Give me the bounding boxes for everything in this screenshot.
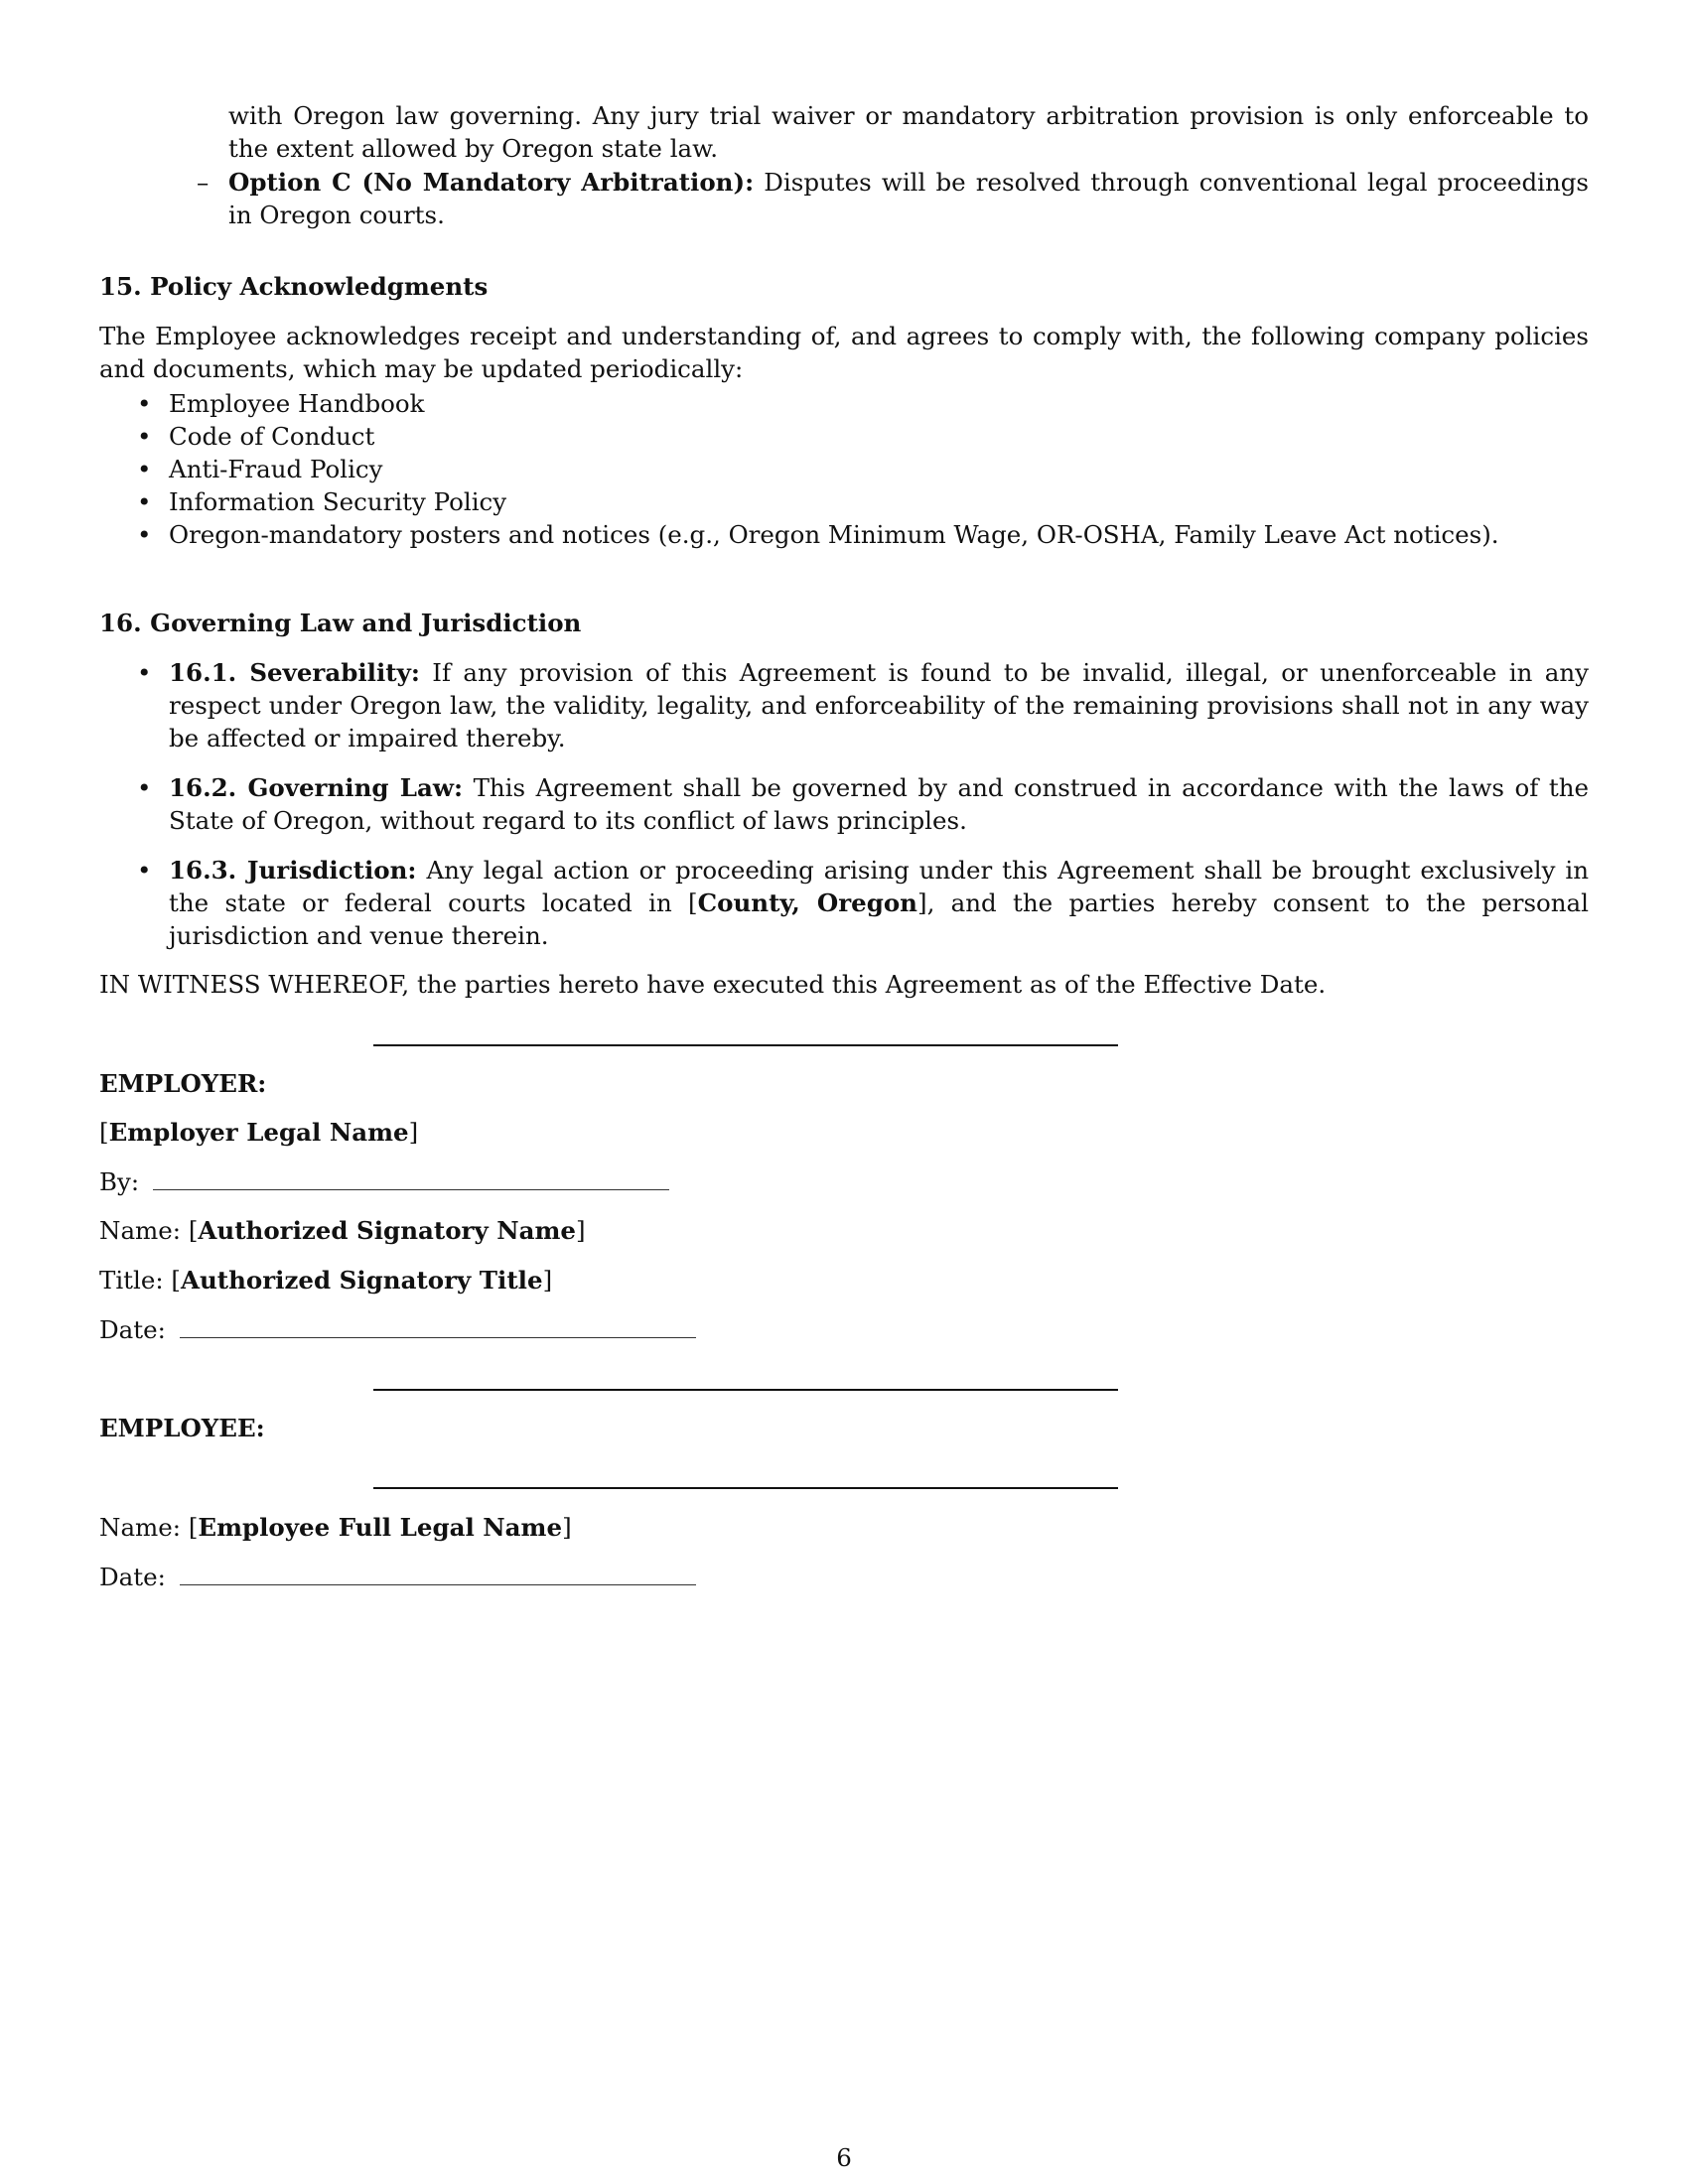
employee-heading-text: EMPLOYEE: <box>99 1414 265 1442</box>
policy-item-label: Oregon-mandatory posters and notices (e.g., Oregon Minimum Wage, OR-OSHA, Family Leave Act notices). <box>169 520 1499 549</box>
employer-heading-text: EMPLOYER: <box>99 1069 267 1098</box>
arbitration-continuation <box>228 99 1589 165</box>
list-item <box>99 420 1589 453</box>
bracket-open: [ <box>688 888 698 917</box>
signature-divider <box>373 1044 1118 1046</box>
bullet-icon: • <box>137 422 152 451</box>
policy-list <box>99 387 1589 551</box>
list-item <box>99 771 1589 837</box>
authorized-signatory-name: Authorized Signatory Name <box>198 1216 576 1245</box>
bullet-icon: • <box>137 455 152 483</box>
county-placeholder: County, Oregon <box>697 888 917 917</box>
employee-date-row <box>99 1561 696 1593</box>
list-item <box>99 485 1589 518</box>
severability-label: 16.1. Severability: <box>169 658 420 687</box>
jurisdiction-text-before: Any legal action or proceeding arising under this Agreement shall be brought exclusively in the state or federal courts located in <box>169 856 1589 917</box>
policy-item-label: Anti-Fraud Policy <box>169 455 383 483</box>
employer-date-line <box>180 1336 696 1338</box>
policy-item-label: Information Security Policy <box>169 487 507 516</box>
list-item <box>99 453 1589 485</box>
employer-date-row <box>99 1313 696 1346</box>
name-label: Name: <box>99 1216 182 1245</box>
bracket-close: ] <box>542 1266 553 1295</box>
name-label: Name: <box>99 1513 182 1542</box>
employer-title-row <box>99 1264 552 1297</box>
bracket-open: [ <box>188 1216 199 1245</box>
bracket-open: [ <box>99 1118 109 1147</box>
arbitration-continuation-text: with Oregon law governing. Any jury trial waiver or mandatory arbitration provision is only enforceable to the extent allowed by Oregon state law. <box>228 101 1589 163</box>
employee-heading <box>99 1412 265 1444</box>
list-item <box>99 854 1589 952</box>
bracket-close: ] <box>562 1513 572 1542</box>
employer-name-row <box>99 1214 586 1247</box>
bracket-close: ] <box>917 888 927 917</box>
signature-divider <box>373 1389 1118 1391</box>
signature-divider <box>373 1487 1118 1489</box>
page-number: 6 <box>836 2143 852 2172</box>
bracket-close: ] <box>408 1118 419 1147</box>
date-label: Date: <box>99 1563 166 1591</box>
employer-legal-name-placeholder: Employer Legal Name <box>108 1118 409 1147</box>
bullet-icon: • <box>137 658 152 687</box>
date-label: Date: <box>99 1315 166 1344</box>
governing-law-label: 16.2. Governing Law: <box>169 773 464 802</box>
employer-heading <box>99 1067 266 1100</box>
list-item <box>99 387 1589 420</box>
employee-full-legal-name: Employee Full Legal Name <box>198 1513 563 1542</box>
option-c-item <box>197 166 1589 231</box>
employer-signature-line <box>153 1188 669 1190</box>
bullet-icon: • <box>137 487 152 516</box>
bullet-icon: • <box>137 773 152 802</box>
dash-marker: – <box>197 168 210 197</box>
authorized-signatory-title: Authorized Signatory Title <box>180 1266 543 1295</box>
employer-by-row <box>99 1165 669 1198</box>
section-15-heading: 15. Policy Acknowledgments <box>99 272 489 301</box>
policy-item-label: Code of Conduct <box>169 422 375 451</box>
bracket-close: ] <box>576 1216 586 1245</box>
employee-name-row <box>99 1511 572 1544</box>
by-label: By: <box>99 1167 140 1196</box>
list-item <box>99 656 1589 754</box>
bracket-open: [ <box>188 1513 199 1542</box>
jurisdiction-text-after: , and the parties hereby consent to the personal jurisdiction and venue therein. <box>169 888 1589 950</box>
bracket-open: [ <box>171 1266 181 1295</box>
employee-date-line <box>180 1583 696 1585</box>
option-c-label: Option C (No Mandatory Arbitration): <box>228 168 755 197</box>
employer-legal-name <box>99 1116 418 1149</box>
severability-text: If any provision of this Agreement is found to be invalid, illegal, or unenforceable in any respect under Oregon law, the validity, legality, and enforceability of the remaining provisions shall not in any way be affected or impaired thereby. <box>169 658 1589 752</box>
governing-law-text: This Agreement shall be governed by and construed in accordance with the laws of the State of Oregon, without regard to its conflict of laws principles. <box>169 773 1589 835</box>
witness-statement: IN WITNESS WHEREOF, the parties hereto have executed this Agreement as of the Effective Date. <box>99 970 1327 999</box>
section-15-intro: The Employee acknowledges receipt and understanding of, and agrees to comply with, the following company policies and documents, which may be updated periodically: <box>99 322 1589 383</box>
list-item <box>99 518 1589 551</box>
bullet-icon: • <box>137 520 152 549</box>
bullet-icon: • <box>137 389 152 418</box>
option-c-text: Disputes will be resolved through conventional legal proceedings in Oregon courts. <box>228 168 1589 229</box>
bullet-icon: • <box>137 856 152 885</box>
title-label: Title: <box>99 1266 164 1295</box>
jurisdiction-label: 16.3. Jurisdiction: <box>169 856 417 885</box>
section-16-heading: 16. Governing Law and Jurisdiction <box>99 609 582 637</box>
policy-item-label: Employee Handbook <box>169 389 425 418</box>
governing-law-list <box>99 656 1589 952</box>
